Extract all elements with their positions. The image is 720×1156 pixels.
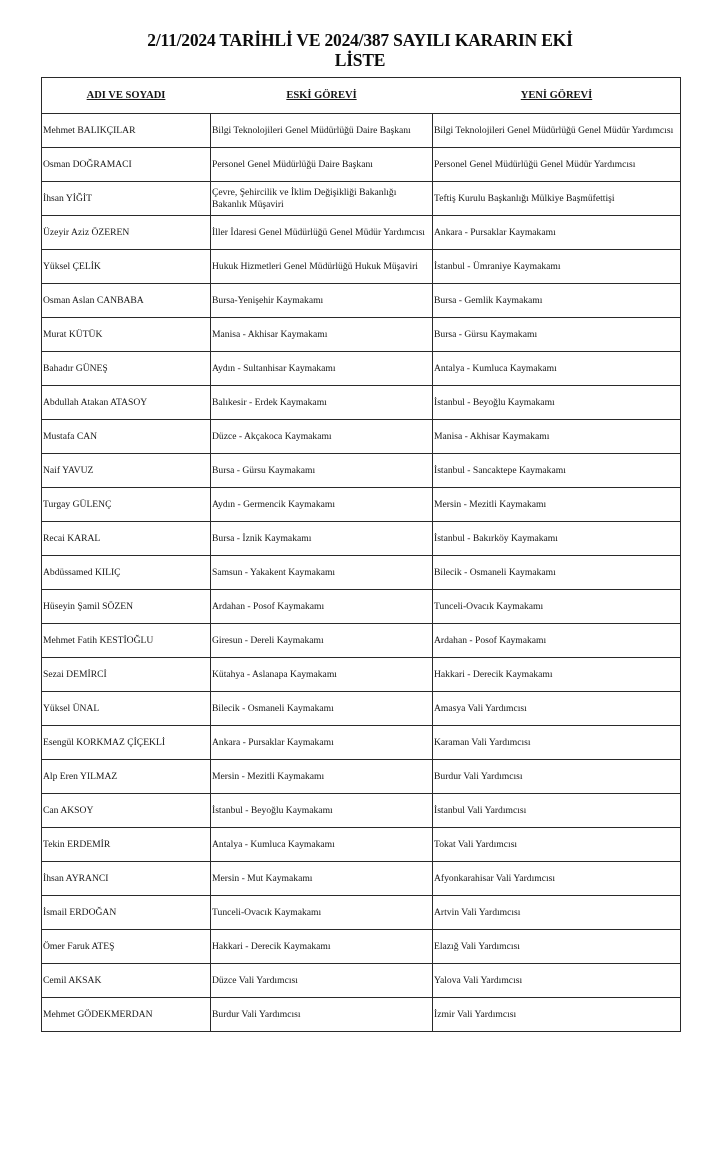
cell-new-position: Bilgi Teknolojileri Genel Müdürlüğü Genel Müdür Yardımcısı: [433, 114, 681, 148]
cell-old-position: Balıkesir - Erdek Kaymakamı: [211, 386, 433, 420]
cell-name: Üzeyir Aziz ÖZEREN: [42, 216, 211, 250]
cell-old-position: Düzce - Akçakoca Kaymakamı: [211, 420, 433, 454]
cell-name: Esengül KORKMAZ ÇİÇEKLİ: [42, 726, 211, 760]
table-row: [42, 182, 681, 216]
cell-old-position: Antalya - Kumluca Kaymakamı: [211, 828, 433, 862]
cell-old-position: Samsun - Yakakent Kaymakamı: [211, 556, 433, 590]
table-header-row: [42, 78, 681, 114]
table-row: [42, 794, 681, 828]
header-new-position: YENİ GÖREVİ: [433, 78, 681, 114]
cell-new-position: Artvin Vali Yardımcısı: [433, 896, 681, 930]
table-row: [42, 828, 681, 862]
cell-name: Hüseyin Şamil SÖZEN: [42, 590, 211, 624]
cell-old-position: İller İdaresi Genel Müdürlüğü Genel Müdür Yardımcısı: [211, 216, 433, 250]
table-row: [42, 692, 681, 726]
cell-name: Bahadır GÜNEŞ: [42, 352, 211, 386]
cell-name: İhsan YİĞİT: [42, 182, 211, 216]
cell-new-position: Afyonkarahisar Vali Yardımcısı: [433, 862, 681, 896]
document-title: [0, 30, 720, 70]
cell-name: Sezai DEMİRCİ: [42, 658, 211, 692]
cell-name: Murat KÜTÜK: [42, 318, 211, 352]
cell-new-position: Personel Genel Müdürlüğü Genel Müdür Yardımcısı: [433, 148, 681, 182]
cell-new-position: Manisa - Akhisar Kaymakamı: [433, 420, 681, 454]
cell-new-position: Hakkari - Derecik Kaymakamı: [433, 658, 681, 692]
cell-old-position: Mersin - Mezitli Kaymakamı: [211, 760, 433, 794]
cell-name: Can AKSOY: [42, 794, 211, 828]
table-row: [42, 284, 681, 318]
table-row: [42, 114, 681, 148]
table-row: [42, 216, 681, 250]
cell-new-position: Bursa - Gemlik Kaymakamı: [433, 284, 681, 318]
cell-name: Alp Eren YILMAZ: [42, 760, 211, 794]
table-row: [42, 522, 681, 556]
cell-new-position: İstanbul Vali Yardımcısı: [433, 794, 681, 828]
cell-new-position: İstanbul - Bakırköy Kaymakamı: [433, 522, 681, 556]
title-line-1: 2/11/2024 TARİHLİ VE 2024/387 SAYILI KARARIN EKİ: [147, 30, 573, 50]
cell-name: Mehmet Fatih KESTİOĞLU: [42, 624, 211, 658]
table-row: [42, 556, 681, 590]
cell-name: Ömer Faruk ATEŞ: [42, 930, 211, 964]
cell-name: Yüksel ÇELİK: [42, 250, 211, 284]
cell-name: İhsan AYRANCI: [42, 862, 211, 896]
cell-name: Naif YAVUZ: [42, 454, 211, 488]
cell-new-position: Tokat Vali Yardımcısı: [433, 828, 681, 862]
cell-old-position: Mersin - Mut Kaymakamı: [211, 862, 433, 896]
cell-old-position: Kütahya - Aslanapa Kaymakamı: [211, 658, 433, 692]
cell-name: Abdullah Atakan ATASOY: [42, 386, 211, 420]
table-row: [42, 318, 681, 352]
cell-new-position: İstanbul - Sancaktepe Kaymakamı: [433, 454, 681, 488]
cell-new-position: Antalya - Kumluca Kaymakamı: [433, 352, 681, 386]
cell-old-position: Hukuk Hizmetleri Genel Müdürlüğü Hukuk Müşaviri: [211, 250, 433, 284]
table-row: [42, 760, 681, 794]
cell-new-position: İzmir Vali Yardımcısı: [433, 998, 681, 1032]
table-row: [42, 930, 681, 964]
cell-new-position: Bilecik - Osmaneli Kaymakamı: [433, 556, 681, 590]
cell-new-position: Tunceli-Ovacık Kaymakamı: [433, 590, 681, 624]
cell-new-position: İstanbul - Beyoğlu Kaymakamı: [433, 386, 681, 420]
cell-name: Mehmet GÖDEKMERDAN: [42, 998, 211, 1032]
cell-old-position: Hakkari - Derecik Kaymakamı: [211, 930, 433, 964]
cell-old-position: Düzce Vali Yardımcısı: [211, 964, 433, 998]
table-row: [42, 250, 681, 284]
cell-new-position: Karaman Vali Yardımcısı: [433, 726, 681, 760]
cell-new-position: Ankara - Pursaklar Kaymakamı: [433, 216, 681, 250]
cell-old-position: Aydın - Germencik Kaymakamı: [211, 488, 433, 522]
cell-old-position: Tunceli-Ovacık Kaymakamı: [211, 896, 433, 930]
table-row: [42, 488, 681, 522]
table-row: [42, 896, 681, 930]
cell-name: Yüksel ÜNAL: [42, 692, 211, 726]
cell-new-position: Mersin - Mezitli Kaymakamı: [433, 488, 681, 522]
table-row: [42, 658, 681, 692]
title-line-2: LİSTE: [334, 50, 386, 70]
cell-name: İsmail ERDOĞAN: [42, 896, 211, 930]
cell-name: Turgay GÜLENÇ: [42, 488, 211, 522]
appointments-table: [41, 77, 681, 1032]
cell-name: Cemil AKSAK: [42, 964, 211, 998]
cell-old-position: Bursa-Yenişehir Kaymakamı: [211, 284, 433, 318]
table-row: [42, 964, 681, 998]
table-row: [42, 454, 681, 488]
table-row: [42, 998, 681, 1032]
cell-new-position: Burdur Vali Yardımcısı: [433, 760, 681, 794]
cell-old-position: Personel Genel Müdürlüğü Daire Başkanı: [211, 148, 433, 182]
cell-old-position: Bilgi Teknolojileri Genel Müdürlüğü Daire Başkanı: [211, 114, 433, 148]
cell-old-position: Çevre, Şehircilik ve İklim Değişikliği Bakanlığı Bakanlık Müşaviri: [211, 182, 433, 216]
cell-old-position: Manisa - Akhisar Kaymakamı: [211, 318, 433, 352]
cell-new-position: Amasya Vali Yardımcısı: [433, 692, 681, 726]
cell-name: Tekin ERDEMİR: [42, 828, 211, 862]
cell-old-position: Ardahan - Posof Kaymakamı: [211, 590, 433, 624]
cell-new-position: İstanbul - Ümraniye Kaymakamı: [433, 250, 681, 284]
table-row: [42, 862, 681, 896]
table-row: [42, 420, 681, 454]
cell-old-position: Ankara - Pursaklar Kaymakamı: [211, 726, 433, 760]
table-row: [42, 386, 681, 420]
cell-old-position: Bursa - İznik Kaymakamı: [211, 522, 433, 556]
cell-old-position: Giresun - Dereli Kaymakamı: [211, 624, 433, 658]
table-row: [42, 148, 681, 182]
cell-old-position: İstanbul - Beyoğlu Kaymakamı: [211, 794, 433, 828]
cell-name: Osman Aslan CANBABA: [42, 284, 211, 318]
header-old-position: ESKİ GÖREVİ: [211, 78, 433, 114]
cell-name: Osman DOĞRAMACI: [42, 148, 211, 182]
cell-new-position: Ardahan - Posof Kaymakamı: [433, 624, 681, 658]
cell-new-position: Elazığ Vali Yardımcısı: [433, 930, 681, 964]
header-name: ADI VE SOYADI: [42, 78, 211, 114]
cell-name: Mehmet BALIKÇILAR: [42, 114, 211, 148]
cell-old-position: Bursa - Gürsu Kaymakamı: [211, 454, 433, 488]
cell-old-position: Aydın - Sultanhisar Kaymakamı: [211, 352, 433, 386]
table-row: [42, 590, 681, 624]
cell-new-position: Teftiş Kurulu Başkanlığı Mülkiye Başmüfettişi: [433, 182, 681, 216]
table-row: [42, 726, 681, 760]
cell-old-position: Burdur Vali Yardımcısı: [211, 998, 433, 1032]
cell-new-position: Yalova Vali Yardımcısı: [433, 964, 681, 998]
cell-old-position: Bilecik - Osmaneli Kaymakamı: [211, 692, 433, 726]
table-row: [42, 352, 681, 386]
table-row: [42, 624, 681, 658]
cell-name: Mustafa CAN: [42, 420, 211, 454]
cell-name: Recai KARAL: [42, 522, 211, 556]
cell-new-position: Bursa - Gürsu Kaymakamı: [433, 318, 681, 352]
cell-name: Abdüssamed KILIÇ: [42, 556, 211, 590]
